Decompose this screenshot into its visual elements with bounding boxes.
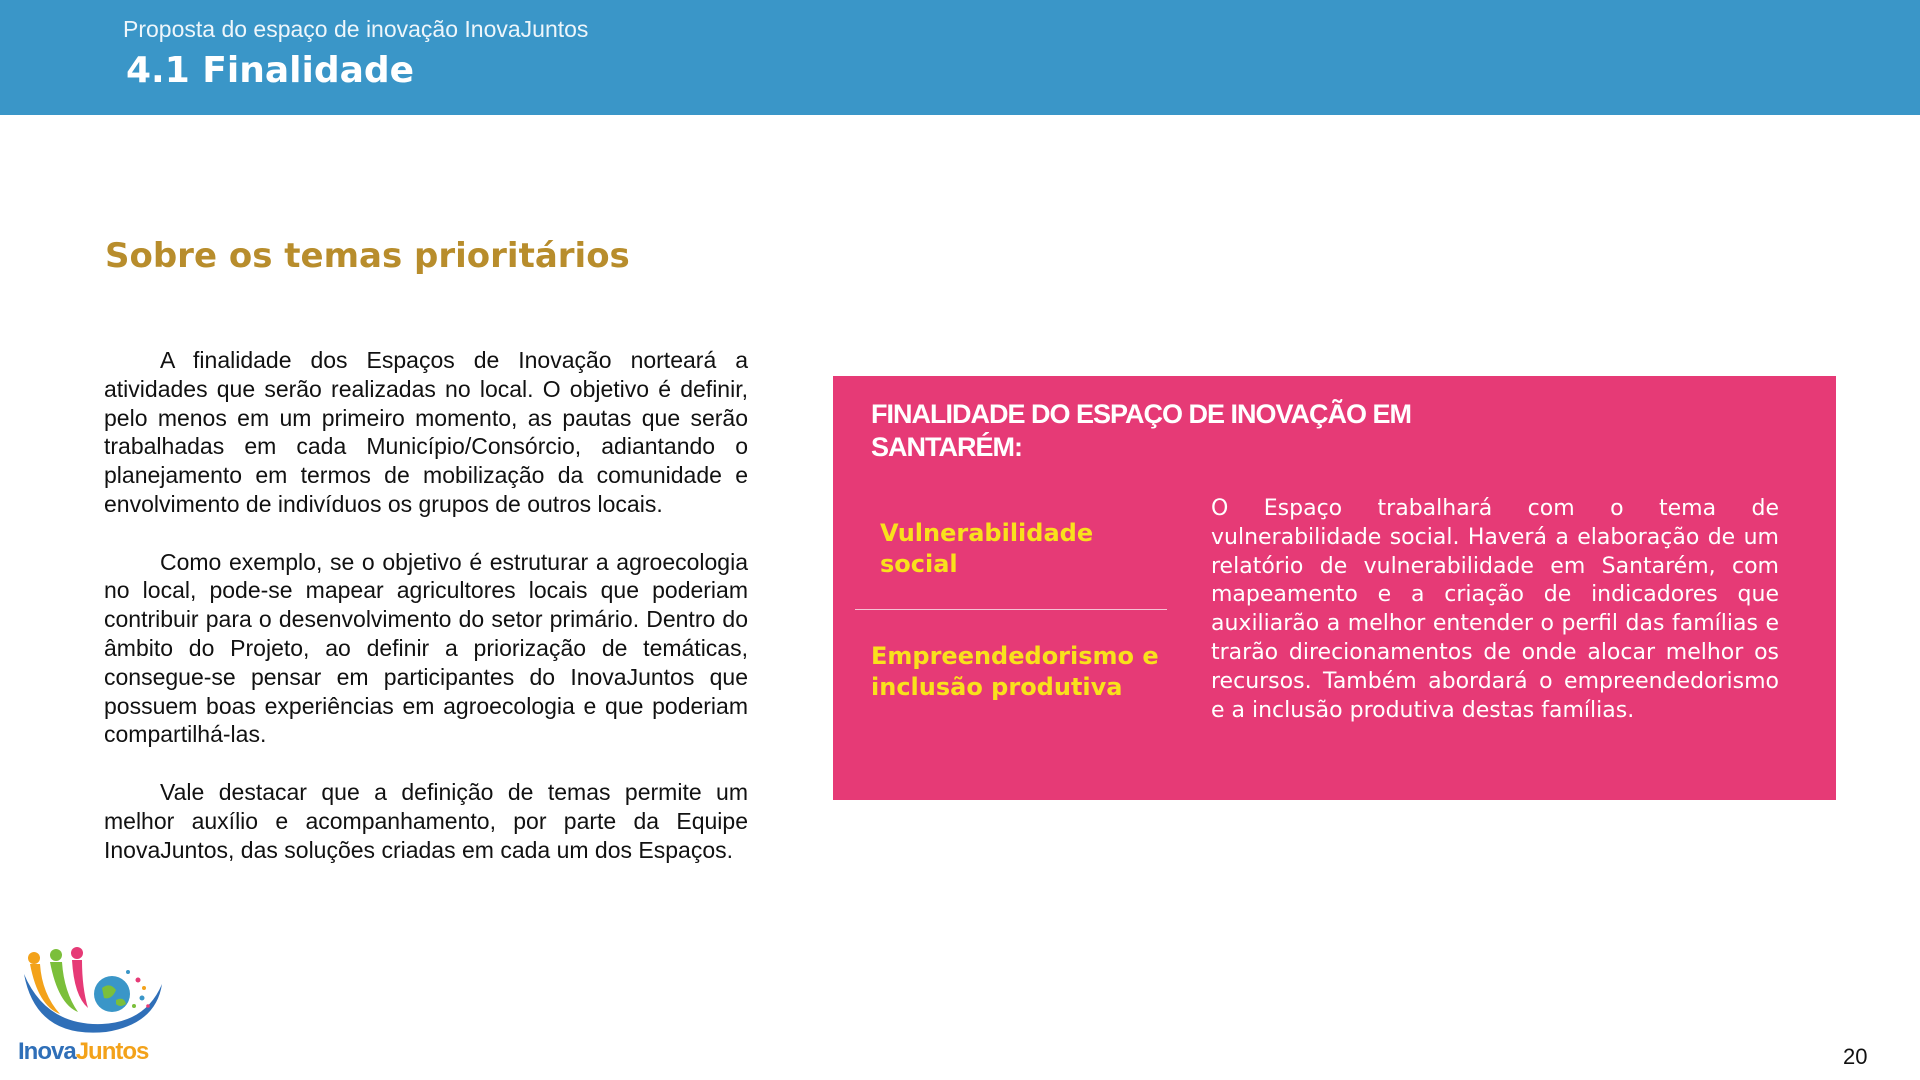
document-subtitle: Proposta do espaço de inovação InovaJuntos — [123, 16, 589, 42]
header-bar — [0, 0, 1920, 115]
page-number: 20 — [1843, 1044, 1868, 1069]
page-title: 4.1 Finalidade — [126, 50, 415, 91]
box-title: FINALIDADE DO ESPAÇO DE INOVAÇÃO EM SANTARÉM: — [871, 399, 1412, 462]
box-description: O Espaço trabalhará com o tema de vulnerabilidade social. Haverá a elaboração de um relatório de vulnerabilidade em Santarém, com mapeamento e a criação de indicadores que auxiliarão a melhor entender o perfil das famílias e trarão direcionamentos de onde alocar melhor os recursos. Também abordará o empreendedorismo e a inclusão produtiva destas famílias. — [1211, 496, 1779, 723]
logo-text: InovaJuntos — [18, 1038, 149, 1065]
finalidade-box — [833, 376, 1836, 800]
topic-vulnerabilidade: Vulnerabilidade social — [880, 519, 1094, 578]
body-paragraph: Como exemplo, se o objetivo é estruturar a agroecologia no local, pode-se mapear agricultores locais que poderiam contribuir para o desenvolvimento do setor primário. Dentro do âmbito do Projeto, ao definir a priorização de temáticas, consegue-se pensar em participantes do InovaJuntos que possuem boas experiências em agroecologia e que poderiam compartilhá-las. — [104, 548, 748, 748]
body-paragraph: Vale destacar que a definição de temas permite um melhor auxílio e acompanhamento, por parte da Equipe InovaJuntos, das soluções criadas em cada um dos Espaços. — [104, 778, 748, 863]
body-text — [104, 346, 748, 864]
body-paragraph: A finalidade dos Espaços de Inovação norteará a atividades que serão realizadas no local. O objetivo é definir, pelo menos em um primeiro momento, as pautas que serão trabalhadas em cada Município/Consórcio, adiantando o planejamento em termos de mobilização da comunidade e envolvimento de indivíduos os grupos de outros locais. — [104, 347, 748, 517]
topic-empreendedorismo: Empreendedorismo e inclusão produtiva — [871, 642, 1159, 701]
topic-divider — [855, 609, 1167, 610]
inovajuntos-logo-icon — [16, 944, 166, 1044]
inovajuntos-logo — [16, 944, 166, 1069]
section-title: Sobre os temas prioritários — [105, 236, 630, 276]
